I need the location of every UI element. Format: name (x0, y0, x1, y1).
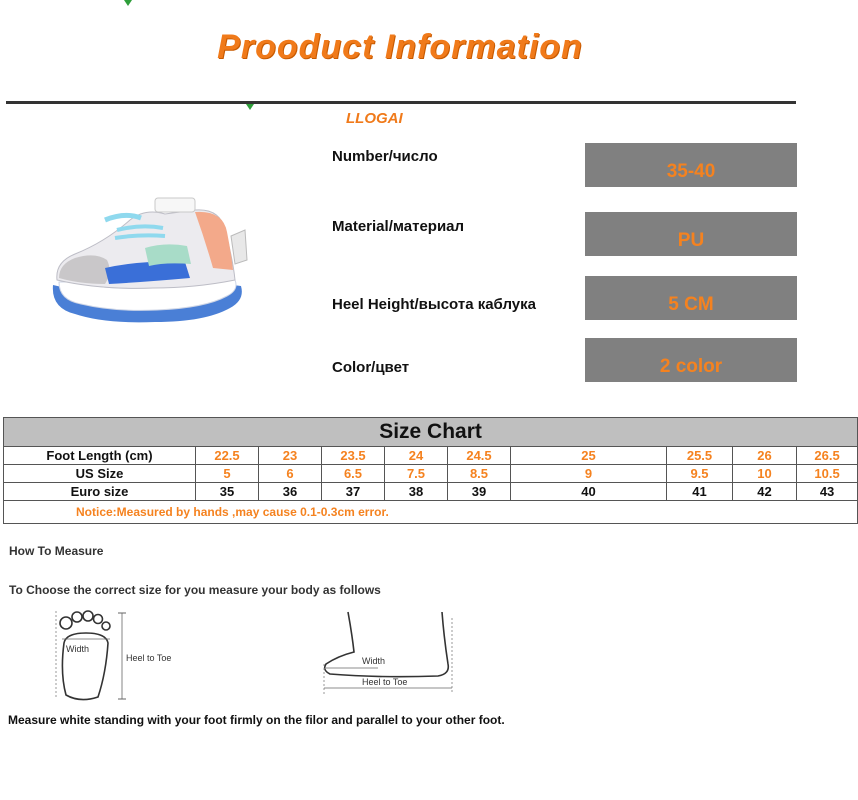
table-cell: 35 (196, 483, 259, 501)
heel-to-toe-label: Heel to Toe (126, 653, 172, 663)
corner-mark (124, 0, 132, 6)
spec-value-material: PU (585, 212, 797, 256)
page-title: Prooduct Information (217, 28, 583, 66)
table-cell: 41 (667, 483, 733, 501)
foot-top-view-diagram (50, 603, 200, 703)
table-cell: 8.5 (448, 465, 511, 483)
table-cell: 37 (322, 483, 385, 501)
table-cell: 9 (511, 465, 667, 483)
spec-label-heel-height: Heel Height/высота каблука (332, 296, 536, 313)
table-cell: 10 (733, 465, 797, 483)
table-cell: 6.5 (322, 465, 385, 483)
table-cell: 6 (259, 465, 322, 483)
width-label: Width (362, 656, 386, 666)
size-chart-title: Size Chart (4, 418, 858, 447)
table-row (4, 447, 858, 465)
spec-value-heel-height: 5 CM (585, 276, 797, 320)
row-label: US Size (4, 465, 196, 483)
heel-to-toe-label: Heel to Toe (362, 677, 408, 687)
table-cell: 25.5 (667, 447, 733, 465)
width-label: Width (66, 644, 90, 654)
table-cell: 39 (448, 483, 511, 501)
row-label: Foot Length (cm) (4, 447, 196, 465)
table-cell: 42 (733, 483, 797, 501)
table-cell: 38 (385, 483, 448, 501)
measure-instructions: To Choose the correct size for you measure your body as follows (9, 583, 381, 597)
table-cell: 5 (196, 465, 259, 483)
table-cell: 36 (259, 483, 322, 501)
table-cell: 10.5 (797, 465, 858, 483)
table-cell: 7.5 (385, 465, 448, 483)
spec-label-color: Color/цвет (332, 359, 410, 376)
corner-mark (246, 104, 254, 110)
sneaker-image (45, 190, 285, 330)
table-cell: 26.5 (797, 447, 858, 465)
foot-side-view-diagram (318, 608, 468, 698)
divider (6, 101, 796, 104)
spec-label-number: Number/число (332, 148, 438, 165)
table-cell: 40 (511, 483, 667, 501)
brand-label: LLOGAI (346, 110, 403, 127)
size-notice: Notice:Measured by hands ,may cause 0.1-0.3cm error. (4, 501, 858, 524)
table-cell: 25 (511, 447, 667, 465)
table-cell: 24.5 (448, 447, 511, 465)
table-cell: 43 (797, 483, 858, 501)
table-cell: 26 (733, 447, 797, 465)
table-row (4, 483, 858, 501)
measure-footer-note: Measure white standing with your foot firmly on the filor and parallel to your other foot. (8, 713, 505, 727)
table-cell: 22.5 (196, 447, 259, 465)
size-chart-table (3, 417, 858, 524)
spec-value-number: 35-40 (585, 143, 797, 187)
table-row (4, 465, 858, 483)
table-cell: 23 (259, 447, 322, 465)
table-cell: 9.5 (667, 465, 733, 483)
table-cell: 24 (385, 447, 448, 465)
row-label: Euro size (4, 483, 196, 501)
how-to-measure-title: How To Measure (9, 544, 104, 558)
table-cell: 23.5 (322, 447, 385, 465)
spec-label-material: Material/материал (332, 218, 465, 235)
spec-value-color: 2 color (585, 338, 797, 382)
